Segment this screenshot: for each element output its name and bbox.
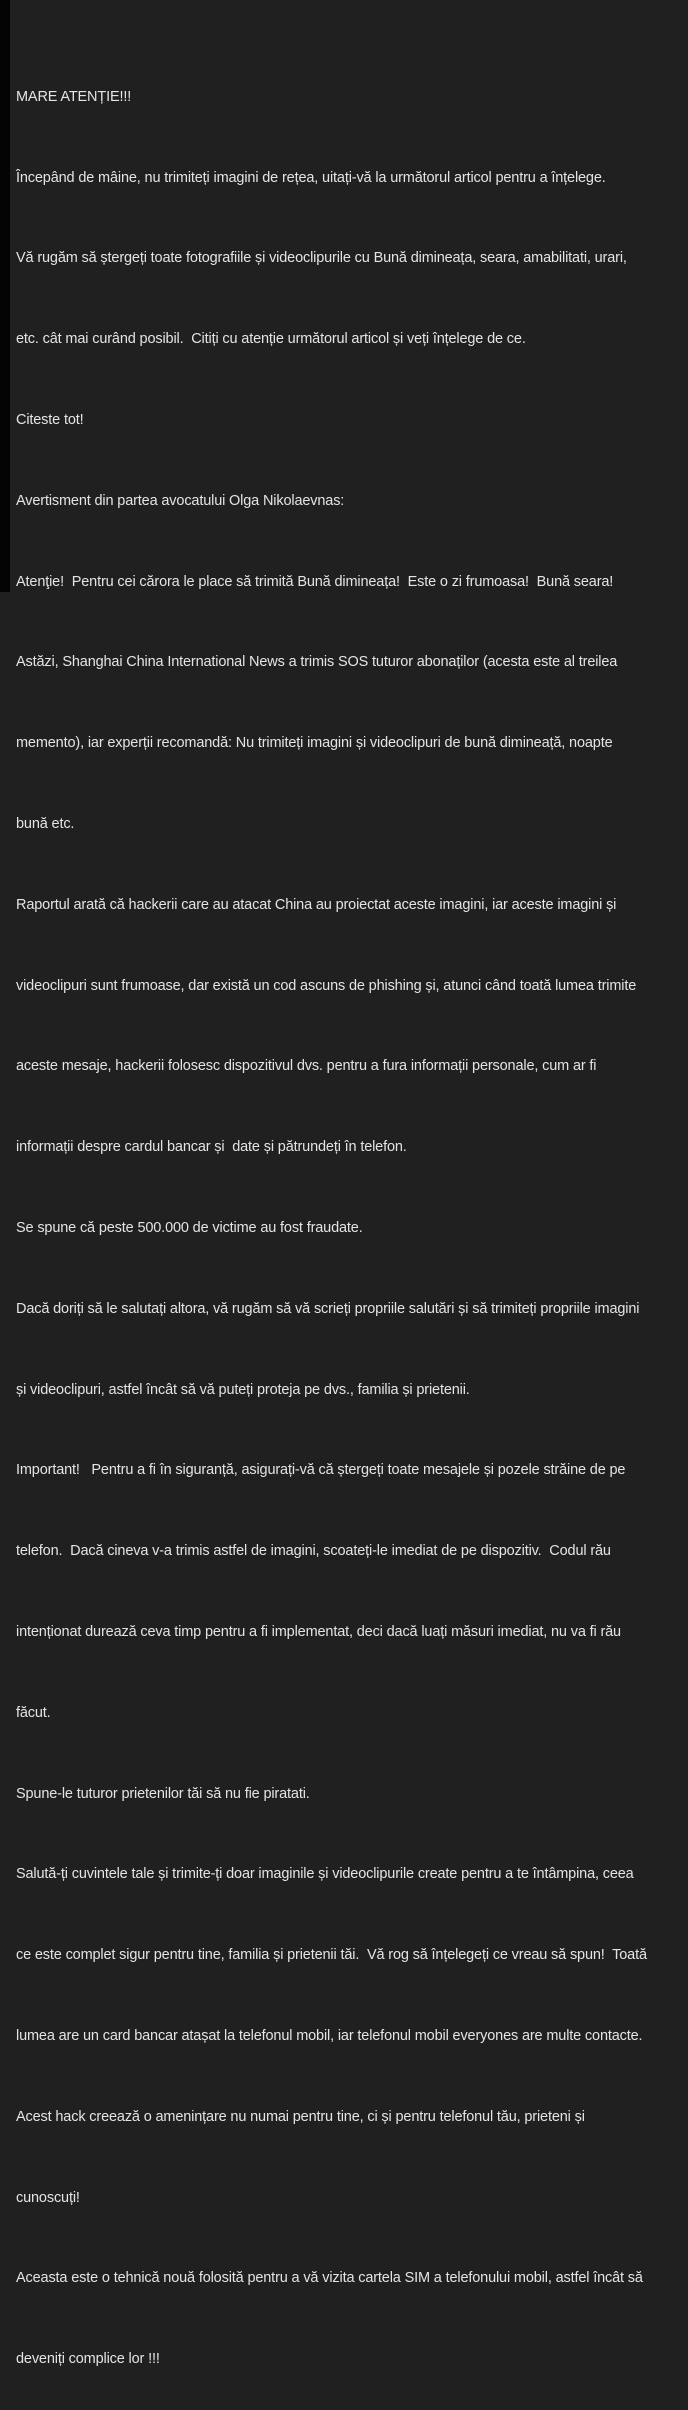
left-edge-strip: [0, 0, 10, 592]
message-line: Citeste tot!: [16, 412, 84, 428]
message-line: Aceasta este o tehnică nouă folosită pentru a vă vizita cartela SIM a telefonului mobil, astfel încât să: [16, 2270, 643, 2287]
message-line: Începând de mâine, nu trimiteți imagini de rețea, uitați-vă la următorul articol pentru a înțelege.: [16, 169, 606, 186]
message-line: Vă rugăm să ștergeți toate fotografiile și videoclipurile cu Bună dimineața, seara, amabilitati, urari,: [16, 250, 627, 267]
message-line: Acest hack creează o amenințare nu numai pentru tine, ci și pentru telefonul tău, prieteni și: [16, 2108, 585, 2125]
message-line: Atenţie! Pentru cei cărora le place să trimită Bună dimineața! Este o zi frumoasa! Bună seara!: [16, 573, 614, 590]
message-line: Astăzi, Shanghai China International News a trimis SOS tuturor abonaților (acesta este al treilea: [16, 654, 618, 671]
message-line: Se spune că peste 500.000 de victime au fost fraudate.: [16, 1219, 363, 1236]
message-line: Raportul arată că hackerii care au atacat China au proiectat aceste imagini, iar aceste imagini și: [16, 896, 617, 913]
message-line: lumea are un card bancar atașat la telefonul mobil, iar telefonul mobil everyones are multe contacte.: [16, 2027, 643, 2044]
message-line: Avertisment din partea avocatului Olga Nikolaevnas:: [16, 492, 345, 509]
message-line: deveniți complice lor !!!: [16, 2351, 160, 2368]
message-line: Dacă doriți să le salutați altora, vă rugăm să vă scrieți propriile salutări și să trimiteți propriile imagini: [16, 1300, 640, 1317]
message-line: Spune-le tuturor prietenilor tăi să nu fie piratati.: [16, 1785, 310, 1802]
message-line: telefon. Dacă cineva v-a trimis astfel de imagini, scoateți-le imediat de pe dispozitiv. Codul rău: [16, 1543, 611, 1560]
message-line: informații despre cardul bancar și date și pătrundeți în telefon.: [16, 1139, 407, 1156]
message-line: Important! Pentru a fi în siguranță, asigurați-vă că ștergeți toate mesajele și pozele străine de pe: [16, 1462, 626, 1479]
message-line: videoclipuri sunt frumoase, dar există un cod ascuns de phishing și, atunci când toată lumea trimite: [16, 977, 637, 994]
message-line: etc. cât mai curând posibil. Citiți cu atenție următorul articol și veți înțelege de ce.: [16, 331, 526, 348]
message-body: [10, 0, 688, 2368]
message-line: și videoclipuri, astfel încât să vă puteți proteja pe dvs., familia și prietenii.: [16, 1381, 470, 1398]
message-line: cunoscuți!: [16, 2189, 80, 2206]
message-line: MARE ATENȚIE!!!: [16, 88, 132, 105]
message-line: memento), iar experții recomandă: Nu trimiteți imagini și videoclipuri de bună dimineață, noapte: [16, 735, 613, 752]
message-line: bună etc.: [16, 815, 75, 832]
message-line: ce este complet sigur pentru tine, familia și prietenii tăi. Vă rog să înțelegeți ce vreau să spun! Toată: [16, 1947, 647, 1964]
message-line: Salută-ți cuvintele tale și trimite-ți doar imaginile și videoclipurile create pentru a te întâmpina, ceea: [16, 1866, 634, 1883]
message-line: intenționat durează ceva timp pentru a fi implementat, deci dacă luați măsuri imediat, nu va fi rău: [16, 1623, 621, 1640]
message-line: aceste mesaje, hackerii folosesc dispozitivul dvs. pentru a fura informații personale, cum ar fi: [16, 1058, 597, 1075]
message-line: făcut.: [16, 1704, 51, 1721]
